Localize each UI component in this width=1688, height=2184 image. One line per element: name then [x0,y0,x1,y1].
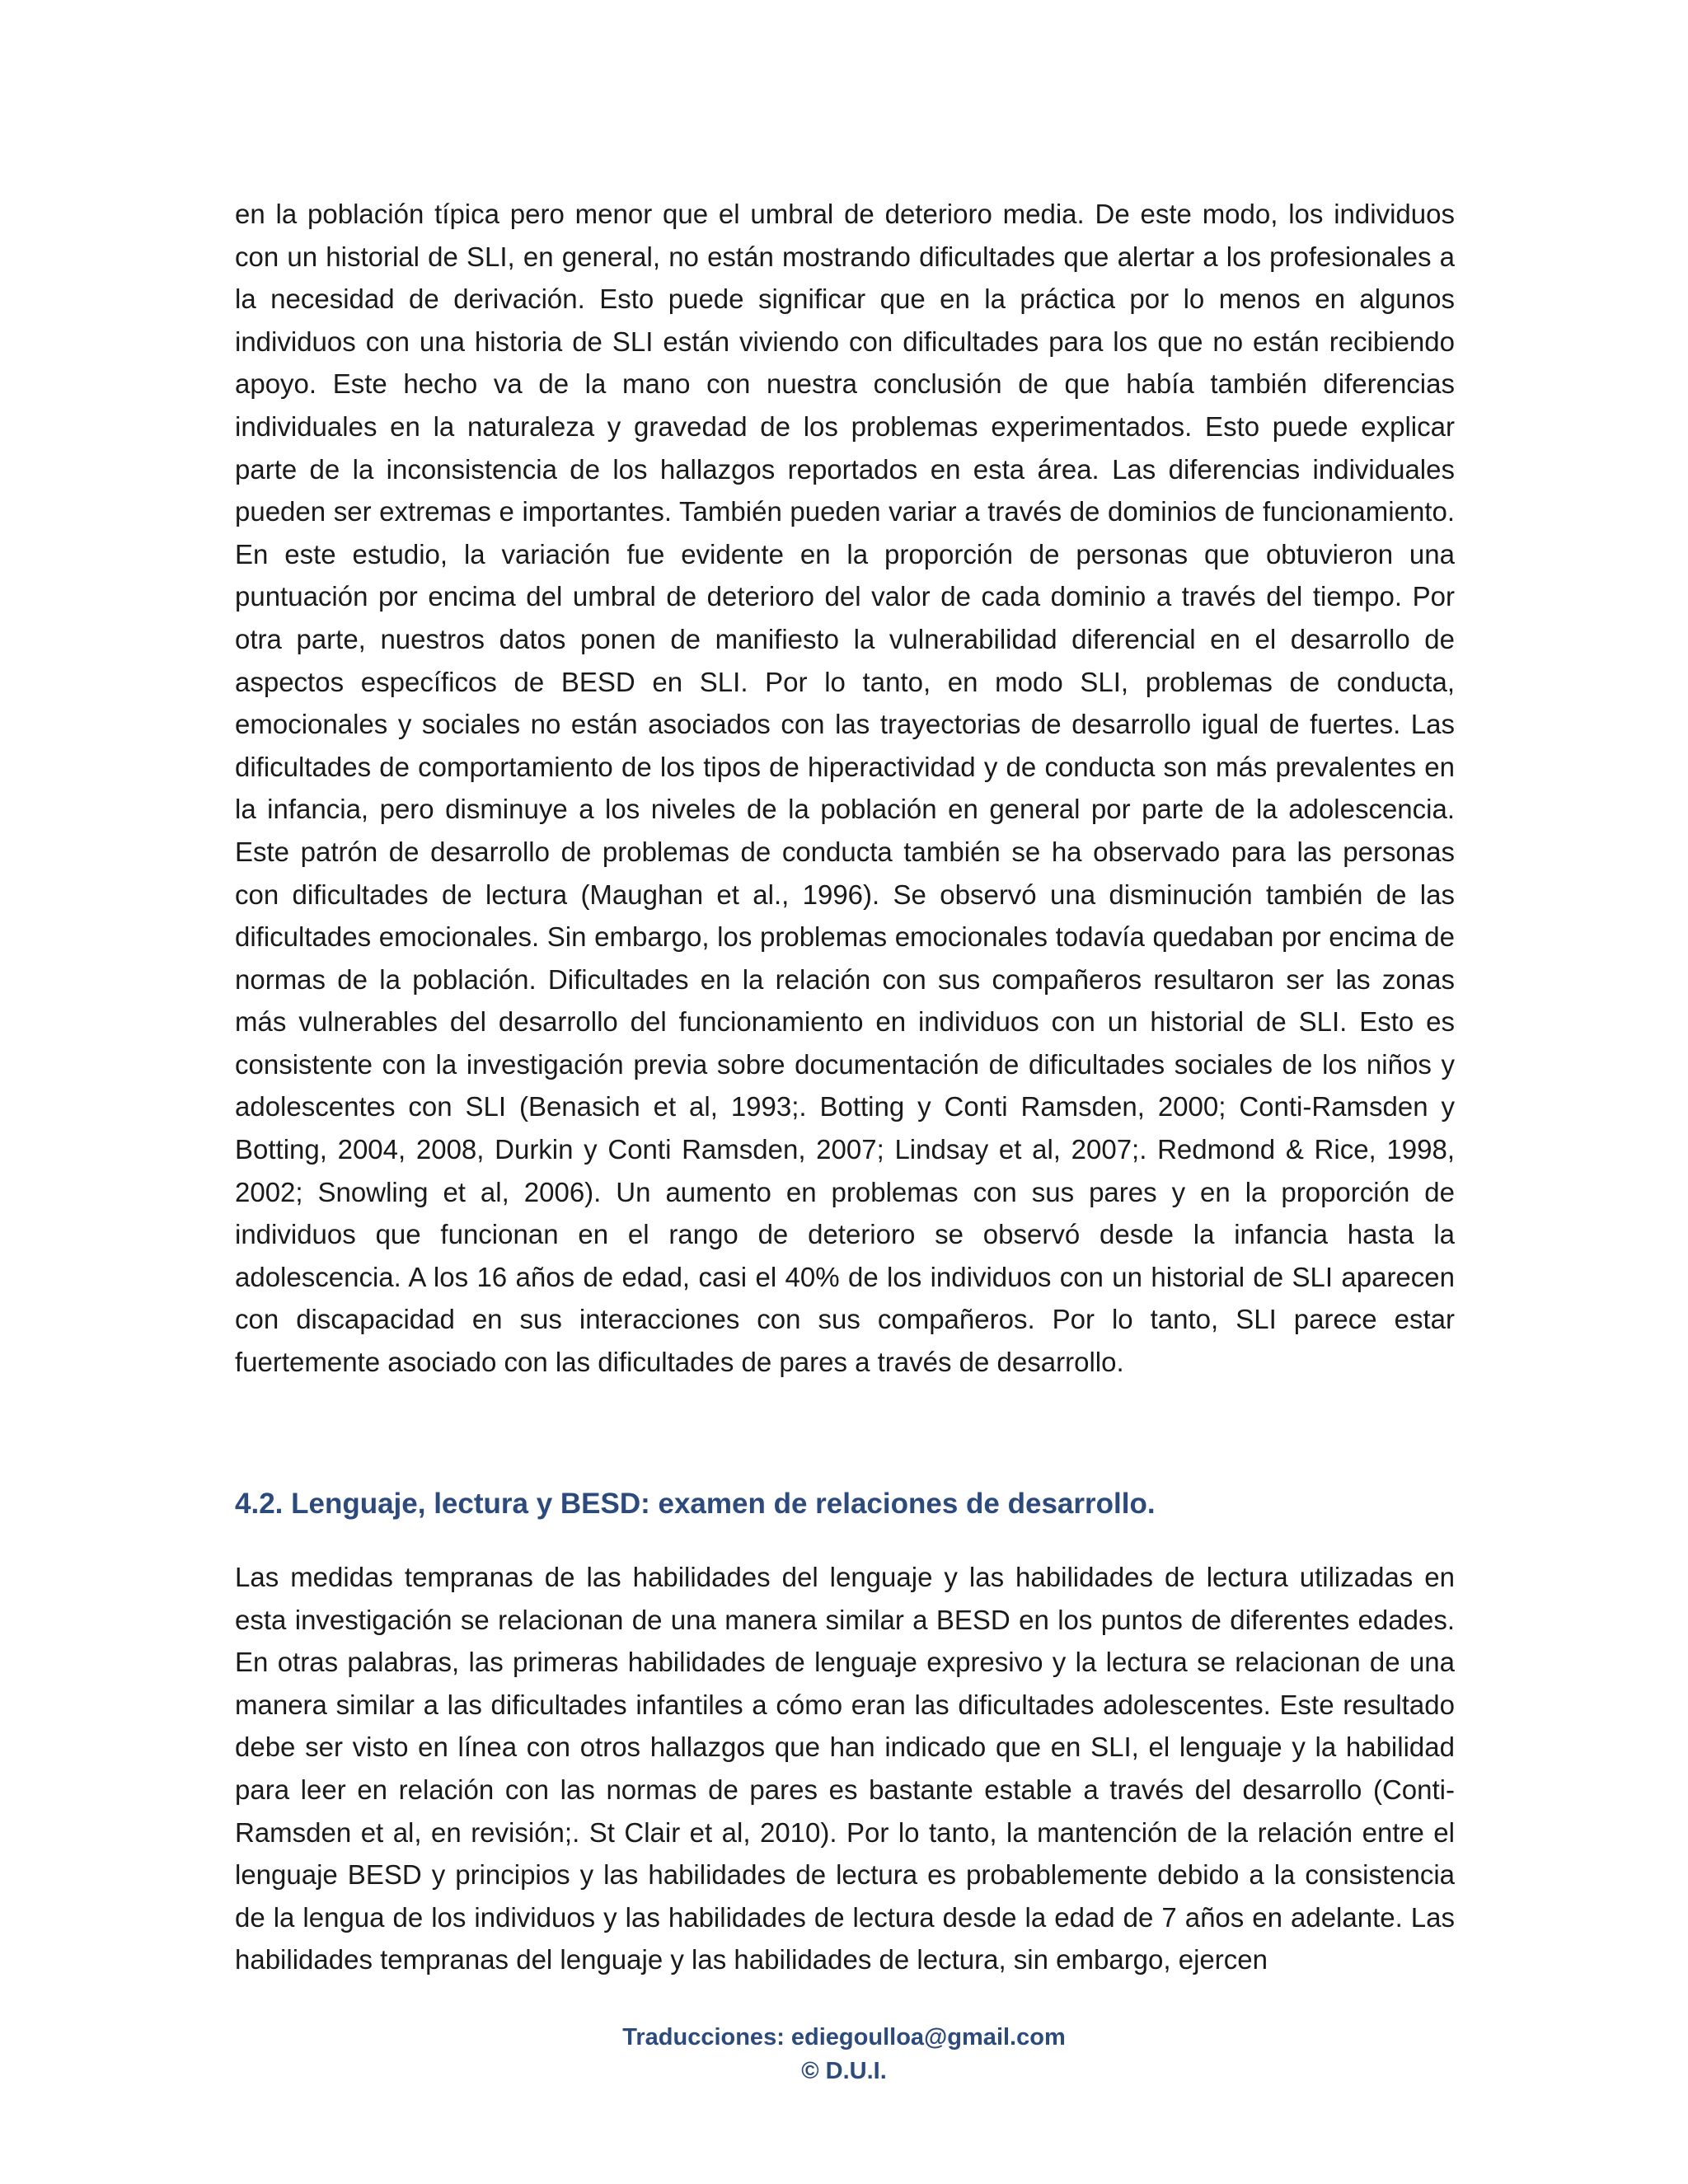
footer-credit: Traducciones: ediegoulloa@gmail.com [622,2024,1066,2050]
body-paragraph: Las medidas tempranas de las habilidades del lenguaje y las habilidades de lectura utilizadas en esta investigación se relacionan de una manera similar a BESD en los puntos de diferentes edades. En otras palabras, las primeras habilidades de lenguaje expresivo y la lectura se relacionan de una manera similar a las dificultades infantiles a cómo eran las dificultades adolescentes. Este resultado debe ser visto en línea con otros hallazgos que han indicado que en SLI, el lenguaje y la habilidad para leer en relación con las normas de pares es bastante estable a través del desarrollo (Conti-Ramsden et al, en revisión;. St Clair et al, 2010). Por lo tanto, la mantención de la relación entre el lenguaje BESD y principios y las habilidades de lectura es probablemente debido a la consistencia de la lengua de los individuos y las habilidades de lectura desde la edad de 7 años en adelante. Las habilidades tempranas del lenguaje y las habilidades de lectura, sin embargo, ejercen [235,1562,1455,1975]
section-heading: 4.2. Lenguaje, lectura y BESD: examen de relaciones de desarrollo. [235,1488,1156,1520]
footer-copyright: © D.U.I. [801,2058,887,2084]
body-paragraph: en la población típica pero menor que el umbral de deterioro media. De este modo, los individuos con un historial de SLI, en general, no están mostrando dificultades que alertar a los profesionales a la necesidad de derivación. Esto puede significar que en la práctica por lo menos en algunos individuos con una historia de SLI están viviendo con dificultades para los que no están recibiendo apoyo. Este hecho va de la mano con nuestra conclusión de que había también diferencias individuales en la naturaleza y gravedad de los problemas experimentados. Esto puede explicar parte de la inconsistencia de los hallazgos reportados en esta área. Las diferencias individuales pueden ser extremas e importantes. También pueden variar a través de dominios de funcionamiento. En este estudio, la variación fue evidente en la proporción de personas que obtuvieron una puntuación por encima del umbral de deterioro del valor de cada dominio a través del tiempo. Por otra parte, nuestros datos ponen de manifiesto la vulnerabilidad diferencial en el desarrollo de aspectos específicos de BESD en SLI. Por lo tanto, en modo SLI, problemas de conducta, emocionales y sociales no están asociados con las trayectorias de desarrollo igual de fuertes. Las dificultades de comportamiento de los tipos de hiperactividad y de conducta son más prevalentes en la infancia, pero disminuye a los niveles de la población en general por parte de la adolescencia. Este patrón de desarrollo de problemas de conducta también se ha observado para las personas con dificultades de lectura (Maughan et al., 1996). Se observó una disminución también de las dificultades emocionales. Sin embargo, los problemas emocionales todavía quedaban por encima de normas de la población. Dificultades en la relación con sus compañeros resultaron ser las zonas más vulnerables del desarrollo del funcionamiento en individuos con un historial de SLI. Esto es consistente con la investigación previa sobre documentación de dificultades sociales de los niños y adolescentes con SLI (Benasich et al, 1993;. Botting y Conti Ramsden, 2000; Conti-Ramsden y Botting, 2004, 2008, Durkin y Conti Ramsden, 2007; Lindsay et al, 2007;. Redmond & Rice, 1998, 2002; Snowling et al, 2006). Un aumento en problemas con sus pares y en la proporción de individuos que funcionan en el rango de deterioro se observó desde la infancia hasta la adolescencia. A los 16 años de edad, casi el 40% de los individuos con un historial de SLI aparecen con discapacidad en sus interacciones con sus compañeros. Por lo tanto, SLI parece estar fuertemente asociado con las dificultades de pares a través de desarrollo. [235,199,1455,1378]
